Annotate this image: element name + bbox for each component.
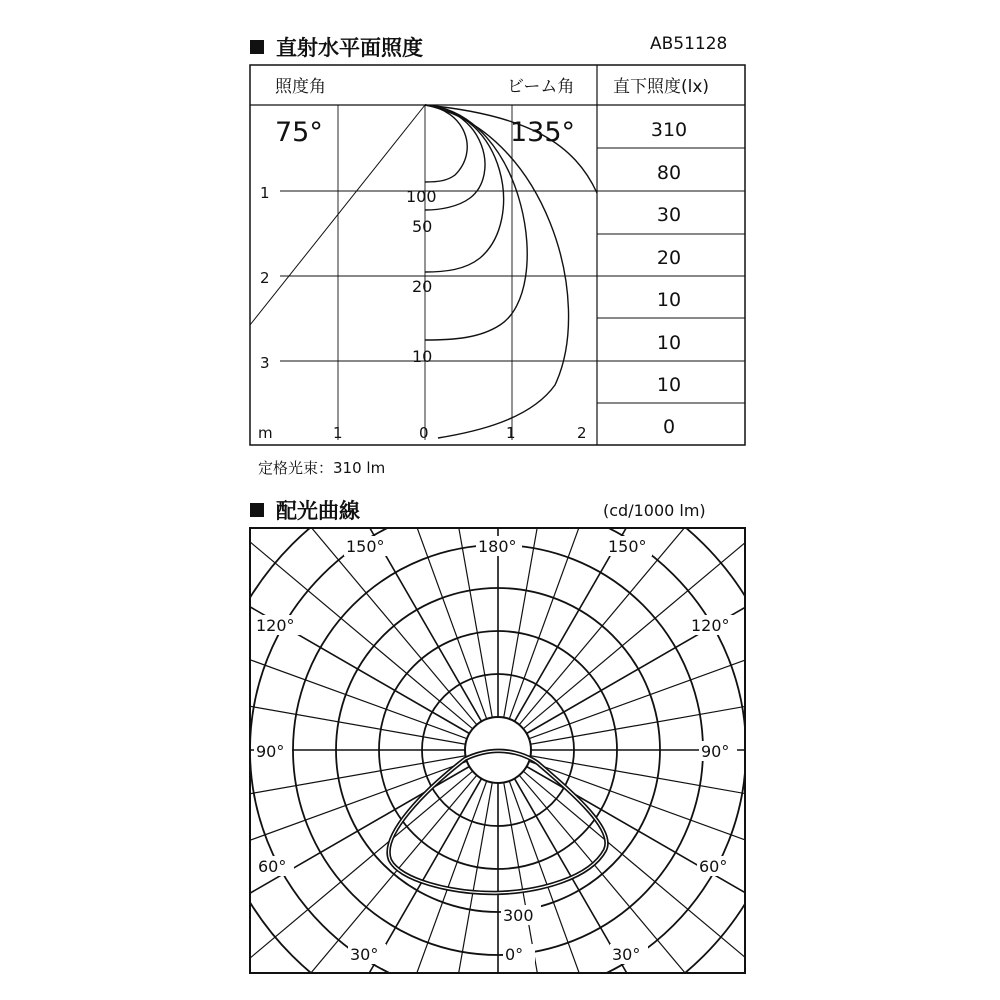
angle-label-120-right: 120° <box>691 616 730 635</box>
contour-label-10: 10 <box>412 347 433 366</box>
header-beam-angle: ビーム角 <box>507 77 575 97</box>
polar-spoke <box>0 511 467 739</box>
table-value-2: 80 <box>656 162 682 184</box>
x-axis-label-right-1: 1 <box>506 424 516 442</box>
angle-label-150-left: 150° <box>346 537 385 556</box>
contour-label-20: 20 <box>412 277 433 296</box>
distribution-title-text: 配光曲線 <box>276 499 360 523</box>
table-value-6: 10 <box>656 332 682 354</box>
polar-spoke <box>0 756 466 872</box>
polar-spoke <box>0 761 467 989</box>
angle-label-180: 180° <box>478 537 517 556</box>
depth-label-2: 2 <box>260 269 270 287</box>
polar-grid <box>0 50 1000 1000</box>
angle-label-120-left: 120° <box>256 616 295 635</box>
x-axis-unit: m <box>258 424 273 442</box>
beam-angle-value: 135° <box>510 117 576 148</box>
header-illuminance-angle: 照度角 <box>275 77 326 97</box>
polar-spoke <box>376 61 492 718</box>
angle-label-150-right: 150° <box>608 537 647 556</box>
angle-label-30-left: 30° <box>350 945 379 964</box>
polar-spoke <box>530 628 1000 744</box>
contour-label-50: 50 <box>412 217 433 236</box>
table-value-7: 10 <box>656 374 682 396</box>
table-value-3: 30 <box>656 204 682 226</box>
angle-label-0: 0° <box>505 945 524 964</box>
illuminance-title-text: 直射水平面照度 <box>276 36 423 60</box>
x-axis-label-left-1: 1 <box>333 424 343 442</box>
polar-spoke <box>519 214 948 725</box>
radius-label-300: 300 <box>503 906 534 925</box>
table-value-5: 10 <box>656 289 682 311</box>
illuminance-angle-value: 75° <box>275 117 323 148</box>
x-axis-label-0: 0 <box>419 424 429 442</box>
polar-spoke <box>515 144 849 722</box>
polar-spoke <box>515 779 849 1000</box>
polar-spoke <box>48 214 477 725</box>
polar-spoke <box>504 61 620 718</box>
x-axis-label-right-2: 2 <box>577 424 587 442</box>
polar-spoke <box>148 779 482 1000</box>
model-number: AB51128 <box>650 34 728 54</box>
angle-label-60-left: 60° <box>258 857 287 876</box>
angle-label-90-right: 90° <box>701 742 730 761</box>
polar-spoke <box>0 300 473 729</box>
rated-flux: 定格光束：310 lm <box>258 459 386 477</box>
contour-label-100: 100 <box>406 187 437 206</box>
polar-spoke <box>0 628 466 744</box>
table-value-1: 310 <box>650 119 688 141</box>
distribution-unit: (cd/1000 lm) <box>603 501 706 520</box>
angle-label-60-right: 60° <box>699 857 728 876</box>
depth-label-1: 1 <box>260 184 270 202</box>
angle-label-30-right: 30° <box>612 945 641 964</box>
polar-spoke <box>527 767 1000 1000</box>
polar-spoke <box>0 767 469 1000</box>
depth-label-3: 3 <box>260 354 270 372</box>
table-value-8: 0 <box>662 416 676 438</box>
header-direct-illuminance: 直下照度(lx) <box>613 77 710 97</box>
polar-spoke <box>148 144 482 722</box>
table-value-4: 20 <box>656 247 682 269</box>
angle-label-90-left: 90° <box>256 742 285 761</box>
polar-spoke <box>523 300 1000 729</box>
